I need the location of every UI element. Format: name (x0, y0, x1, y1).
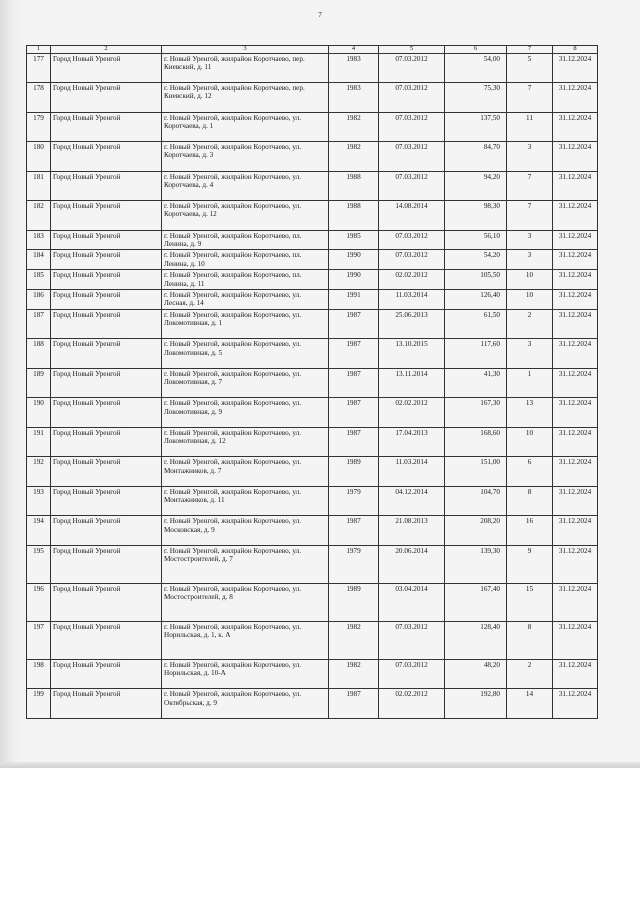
table-row (27, 516, 598, 546)
address-cell: г. Новый Уренгой, жилрайон Коротчаево, ул. Коротчаева, д. 4 (162, 171, 329, 201)
residents-cell: 5 (507, 53, 553, 83)
residents-cell: 10 (507, 270, 553, 290)
row-number: 187 (27, 309, 51, 339)
residents-cell: 2 (507, 309, 553, 339)
deadline-cell: 31.12.2024 (553, 398, 598, 428)
area-cell: 84,70 (445, 142, 507, 172)
address-cell: г. Новый Уренгой, жилрайон Коротчаево, ул. Московская, д. 9 (162, 516, 329, 546)
deadline-cell: 31.12.2024 (553, 112, 598, 142)
deadline-cell: 31.12.2024 (553, 339, 598, 369)
table-row (27, 457, 598, 487)
area-cell: 105,50 (445, 270, 507, 290)
column-header: 4 (329, 46, 379, 54)
municipality-cell: Город Новый Уренгой (51, 171, 162, 201)
address-cell: г. Новый Уренгой, жилрайон Коротчаево, ул. Коротчаева, д. 12 (162, 201, 329, 231)
row-number: 180 (27, 142, 51, 172)
municipality-cell: Город Новый Уренгой (51, 339, 162, 369)
year-built-cell: 1987 (329, 368, 379, 398)
area-cell: 167,30 (445, 398, 507, 428)
date-cell: 25.06.2013 (379, 309, 445, 339)
deadline-cell: 31.12.2024 (553, 689, 598, 719)
address-cell: г. Новый Уренгой, жилрайон Коротчаево, ул. Мостостроителей, д. 7 (162, 545, 329, 583)
column-header: 7 (507, 46, 553, 54)
table-row (27, 270, 598, 290)
deadline-cell: 31.12.2024 (553, 659, 598, 689)
date-cell: 07.03.2012 (379, 53, 445, 83)
year-built-cell: 1990 (329, 270, 379, 290)
year-built-cell: 1979 (329, 545, 379, 583)
residents-cell: 8 (507, 486, 553, 516)
scan-edge-shadow (0, 0, 22, 768)
address-cell: г. Новый Уренгой, жилрайон Коротчаево, пл. Ленина, д. 9 (162, 230, 329, 250)
address-cell: г. Новый Уренгой, жилрайон Коротчаево, ул. Норильская, д. 1, к. А (162, 621, 329, 659)
year-built-cell: 1982 (329, 621, 379, 659)
row-number: 179 (27, 112, 51, 142)
table-row (27, 53, 598, 83)
municipality-cell: Город Новый Уренгой (51, 689, 162, 719)
area-cell: 167,40 (445, 583, 507, 621)
date-cell: 03.04.2014 (379, 583, 445, 621)
area-cell: 54,00 (445, 53, 507, 83)
table-row (27, 398, 598, 428)
municipality-cell: Город Новый Уренгой (51, 516, 162, 546)
table-row (27, 659, 598, 689)
date-cell: 07.03.2012 (379, 142, 445, 172)
residents-cell: 6 (507, 457, 553, 487)
table-row (27, 142, 598, 172)
date-cell: 07.03.2012 (379, 83, 445, 113)
year-built-cell: 1987 (329, 398, 379, 428)
deadline-cell: 31.12.2024 (553, 230, 598, 250)
table-row (27, 689, 598, 719)
area-cell: 56,10 (445, 230, 507, 250)
date-cell: 07.03.2012 (379, 230, 445, 250)
date-cell: 21.08.2013 (379, 516, 445, 546)
municipality-cell: Город Новый Уренгой (51, 457, 162, 487)
row-number: 188 (27, 339, 51, 369)
municipality-cell: Город Новый Уренгой (51, 53, 162, 83)
deadline-cell: 31.12.2024 (553, 270, 598, 290)
area-cell: 126,40 (445, 289, 507, 309)
table-header-row (27, 46, 598, 54)
residents-cell: 10 (507, 427, 553, 457)
residents-cell: 13 (507, 398, 553, 428)
column-header: 2 (51, 46, 162, 54)
residents-cell: 3 (507, 142, 553, 172)
municipality-cell: Город Новый Уренгой (51, 486, 162, 516)
deadline-cell: 31.12.2024 (553, 427, 598, 457)
deadline-cell: 31.12.2024 (553, 545, 598, 583)
municipality-cell: Город Новый Уренгой (51, 583, 162, 621)
year-built-cell: 1988 (329, 171, 379, 201)
municipality-cell: Город Новый Уренгой (51, 270, 162, 290)
date-cell: 11.03.2014 (379, 289, 445, 309)
year-built-cell: 1988 (329, 201, 379, 231)
table-row (27, 112, 598, 142)
row-number: 195 (27, 545, 51, 583)
municipality-cell: Город Новый Уренгой (51, 621, 162, 659)
row-number: 178 (27, 83, 51, 113)
residents-cell: 7 (507, 83, 553, 113)
area-cell: 54,20 (445, 250, 507, 270)
year-built-cell: 1987 (329, 309, 379, 339)
date-cell: 04.12.2014 (379, 486, 445, 516)
table-row (27, 339, 598, 369)
area-cell: 137,50 (445, 112, 507, 142)
address-cell: г. Новый Уренгой, жилрайон Коротчаево, ул. Локомотивная, д. 9 (162, 398, 329, 428)
table-row (27, 230, 598, 250)
municipality-cell: Город Новый Уренгой (51, 545, 162, 583)
date-cell: 20.06.2014 (379, 545, 445, 583)
area-cell: 117,60 (445, 339, 507, 369)
row-number: 198 (27, 659, 51, 689)
date-cell: 07.03.2012 (379, 250, 445, 270)
table-row (27, 486, 598, 516)
date-cell: 13.10.2015 (379, 339, 445, 369)
year-built-cell: 1982 (329, 659, 379, 689)
year-built-cell: 1982 (329, 112, 379, 142)
residents-cell: 7 (507, 171, 553, 201)
municipality-cell: Город Новый Уренгой (51, 427, 162, 457)
column-header: 8 (553, 46, 598, 54)
residents-cell: 1 (507, 368, 553, 398)
area-cell: 192,80 (445, 689, 507, 719)
row-number: 185 (27, 270, 51, 290)
residents-cell: 3 (507, 339, 553, 369)
address-cell: г. Новый Уренгой, жилрайон Коротчаево, пер. Киевский, д. 11 (162, 53, 329, 83)
area-cell: 168,60 (445, 427, 507, 457)
municipality-cell: Город Новый Уренгой (51, 250, 162, 270)
deadline-cell: 31.12.2024 (553, 53, 598, 83)
municipality-cell: Город Новый Уренгой (51, 398, 162, 428)
municipality-cell: Город Новый Уренгой (51, 230, 162, 250)
date-cell: 17.04.2013 (379, 427, 445, 457)
area-cell: 208,20 (445, 516, 507, 546)
area-cell: 98,30 (445, 201, 507, 231)
row-number: 183 (27, 230, 51, 250)
address-cell: г. Новый Уренгой, жилрайон Коротчаево, ул. Локомотивная, д. 5 (162, 339, 329, 369)
year-built-cell: 1987 (329, 339, 379, 369)
address-cell: г. Новый Уренгой, жилрайон Коротчаево, ул. Коротчаева, д. 3 (162, 142, 329, 172)
table-row (27, 309, 598, 339)
table-row (27, 201, 598, 231)
table-body (27, 53, 598, 718)
row-number: 181 (27, 171, 51, 201)
deadline-cell: 31.12.2024 (553, 486, 598, 516)
residents-cell: 15 (507, 583, 553, 621)
year-built-cell: 1982 (329, 142, 379, 172)
column-header: 5 (379, 46, 445, 54)
year-built-cell: 1990 (329, 250, 379, 270)
area-cell: 139,30 (445, 545, 507, 583)
area-cell: 151,00 (445, 457, 507, 487)
year-built-cell: 1979 (329, 486, 379, 516)
residents-cell: 2 (507, 659, 553, 689)
row-number: 192 (27, 457, 51, 487)
row-number: 182 (27, 201, 51, 231)
year-built-cell: 1987 (329, 689, 379, 719)
year-built-cell: 1987 (329, 516, 379, 546)
table-row (27, 171, 598, 201)
municipality-cell: Город Новый Уренгой (51, 201, 162, 231)
municipality-cell: Город Новый Уренгой (51, 289, 162, 309)
address-cell: г. Новый Уренгой, жилрайон Коротчаево, ул. Норильская, д. 10-А (162, 659, 329, 689)
housing-table (26, 45, 598, 719)
year-built-cell: 1983 (329, 83, 379, 113)
municipality-cell: Город Новый Уренгой (51, 112, 162, 142)
address-cell: г. Новый Уренгой, жилрайон Коротчаево, ул. Локомотивная, д. 7 (162, 368, 329, 398)
deadline-cell: 31.12.2024 (553, 621, 598, 659)
row-number: 199 (27, 689, 51, 719)
municipality-cell: Город Новый Уренгой (51, 659, 162, 689)
area-cell: 94,20 (445, 171, 507, 201)
date-cell: 07.03.2012 (379, 621, 445, 659)
date-cell: 02.02.2012 (379, 689, 445, 719)
area-cell: 48,20 (445, 659, 507, 689)
year-built-cell: 1985 (329, 230, 379, 250)
date-cell: 11.03.2014 (379, 457, 445, 487)
address-cell: г. Новый Уренгой, жилрайон Коротчаево, ул. Мостостроителей, д. 8 (162, 583, 329, 621)
date-cell: 07.03.2012 (379, 112, 445, 142)
address-cell: г. Новый Уренгой, жилрайон Коротчаево, пл. Ленина, д. 10 (162, 250, 329, 270)
area-cell: 41,30 (445, 368, 507, 398)
table-row (27, 427, 598, 457)
row-number: 186 (27, 289, 51, 309)
municipality-cell: Город Новый Уренгой (51, 83, 162, 113)
year-built-cell: 1983 (329, 53, 379, 83)
column-header: 3 (162, 46, 329, 54)
address-cell: г. Новый Уренгой, жилрайон Коротчаево, ул. Октябрьская, д. 9 (162, 689, 329, 719)
row-number: 191 (27, 427, 51, 457)
table-row (27, 83, 598, 113)
deadline-cell: 31.12.2024 (553, 309, 598, 339)
year-built-cell: 1991 (329, 289, 379, 309)
year-built-cell: 1989 (329, 457, 379, 487)
table-row (27, 368, 598, 398)
address-cell: г. Новый Уренгой, жилрайон Коротчаево, ул. Локомотивная, д. 12 (162, 427, 329, 457)
date-cell: 02.02.2012 (379, 398, 445, 428)
row-number: 190 (27, 398, 51, 428)
deadline-cell: 31.12.2024 (553, 289, 598, 309)
deadline-cell: 31.12.2024 (553, 142, 598, 172)
table-row (27, 545, 598, 583)
residents-cell: 14 (507, 689, 553, 719)
date-cell: 07.03.2012 (379, 171, 445, 201)
residents-cell: 11 (507, 112, 553, 142)
address-cell: г. Новый Уренгой, жилрайон Коротчаево, пер. Киевский, д. 12 (162, 83, 329, 113)
row-number: 196 (27, 583, 51, 621)
residents-cell: 16 (507, 516, 553, 546)
deadline-cell: 31.12.2024 (553, 83, 598, 113)
row-number: 194 (27, 516, 51, 546)
residents-cell: 3 (507, 230, 553, 250)
date-cell: 13.11.2014 (379, 368, 445, 398)
date-cell: 07.03.2012 (379, 659, 445, 689)
deadline-cell: 31.12.2024 (553, 201, 598, 231)
deadline-cell: 31.12.2024 (553, 457, 598, 487)
year-built-cell: 1989 (329, 583, 379, 621)
area-cell: 61,50 (445, 309, 507, 339)
row-number: 197 (27, 621, 51, 659)
area-cell: 75,30 (445, 83, 507, 113)
municipality-cell: Город Новый Уренгой (51, 368, 162, 398)
address-cell: г. Новый Уренгой, жилрайон Коротчаево, ул. Лесная, д. 14 (162, 289, 329, 309)
column-header: 1 (27, 46, 51, 54)
row-number: 189 (27, 368, 51, 398)
table-row (27, 289, 598, 309)
residents-cell: 9 (507, 545, 553, 583)
year-built-cell: 1987 (329, 427, 379, 457)
address-cell: г. Новый Уренгой, жилрайон Коротчаево, ул. Монтажников, д. 11 (162, 486, 329, 516)
row-number: 184 (27, 250, 51, 270)
residents-cell: 8 (507, 621, 553, 659)
deadline-cell: 31.12.2024 (553, 250, 598, 270)
municipality-cell: Город Новый Уренгой (51, 142, 162, 172)
residents-cell: 10 (507, 289, 553, 309)
address-cell: г. Новый Уренгой, жилрайон Коротчаево, ул. Монтажников, д. 7 (162, 457, 329, 487)
deadline-cell: 31.12.2024 (553, 171, 598, 201)
row-number: 193 (27, 486, 51, 516)
scan-bottom-edge (0, 762, 640, 768)
column-header: 6 (445, 46, 507, 54)
deadline-cell: 31.12.2024 (553, 516, 598, 546)
date-cell: 14.08.2014 (379, 201, 445, 231)
table-row (27, 250, 598, 270)
table-row (27, 583, 598, 621)
row-number: 177 (27, 53, 51, 83)
address-cell: г. Новый Уренгой, жилрайон Коротчаево, ул. Локомотивная, д. 1 (162, 309, 329, 339)
date-cell: 02.02.2012 (379, 270, 445, 290)
address-cell: г. Новый Уренгой, жилрайон Коротчаево, ул. Коротчаева, д. 1 (162, 112, 329, 142)
deadline-cell: 31.12.2024 (553, 368, 598, 398)
municipality-cell: Город Новый Уренгой (51, 309, 162, 339)
residents-cell: 3 (507, 250, 553, 270)
area-cell: 104,70 (445, 486, 507, 516)
table-row (27, 621, 598, 659)
residents-cell: 7 (507, 201, 553, 231)
address-cell: г. Новый Уренгой, жилрайон Коротчаево, пл. Ленина, д. 11 (162, 270, 329, 290)
page-number: 7 (318, 11, 322, 19)
area-cell: 128,40 (445, 621, 507, 659)
deadline-cell: 31.12.2024 (553, 583, 598, 621)
